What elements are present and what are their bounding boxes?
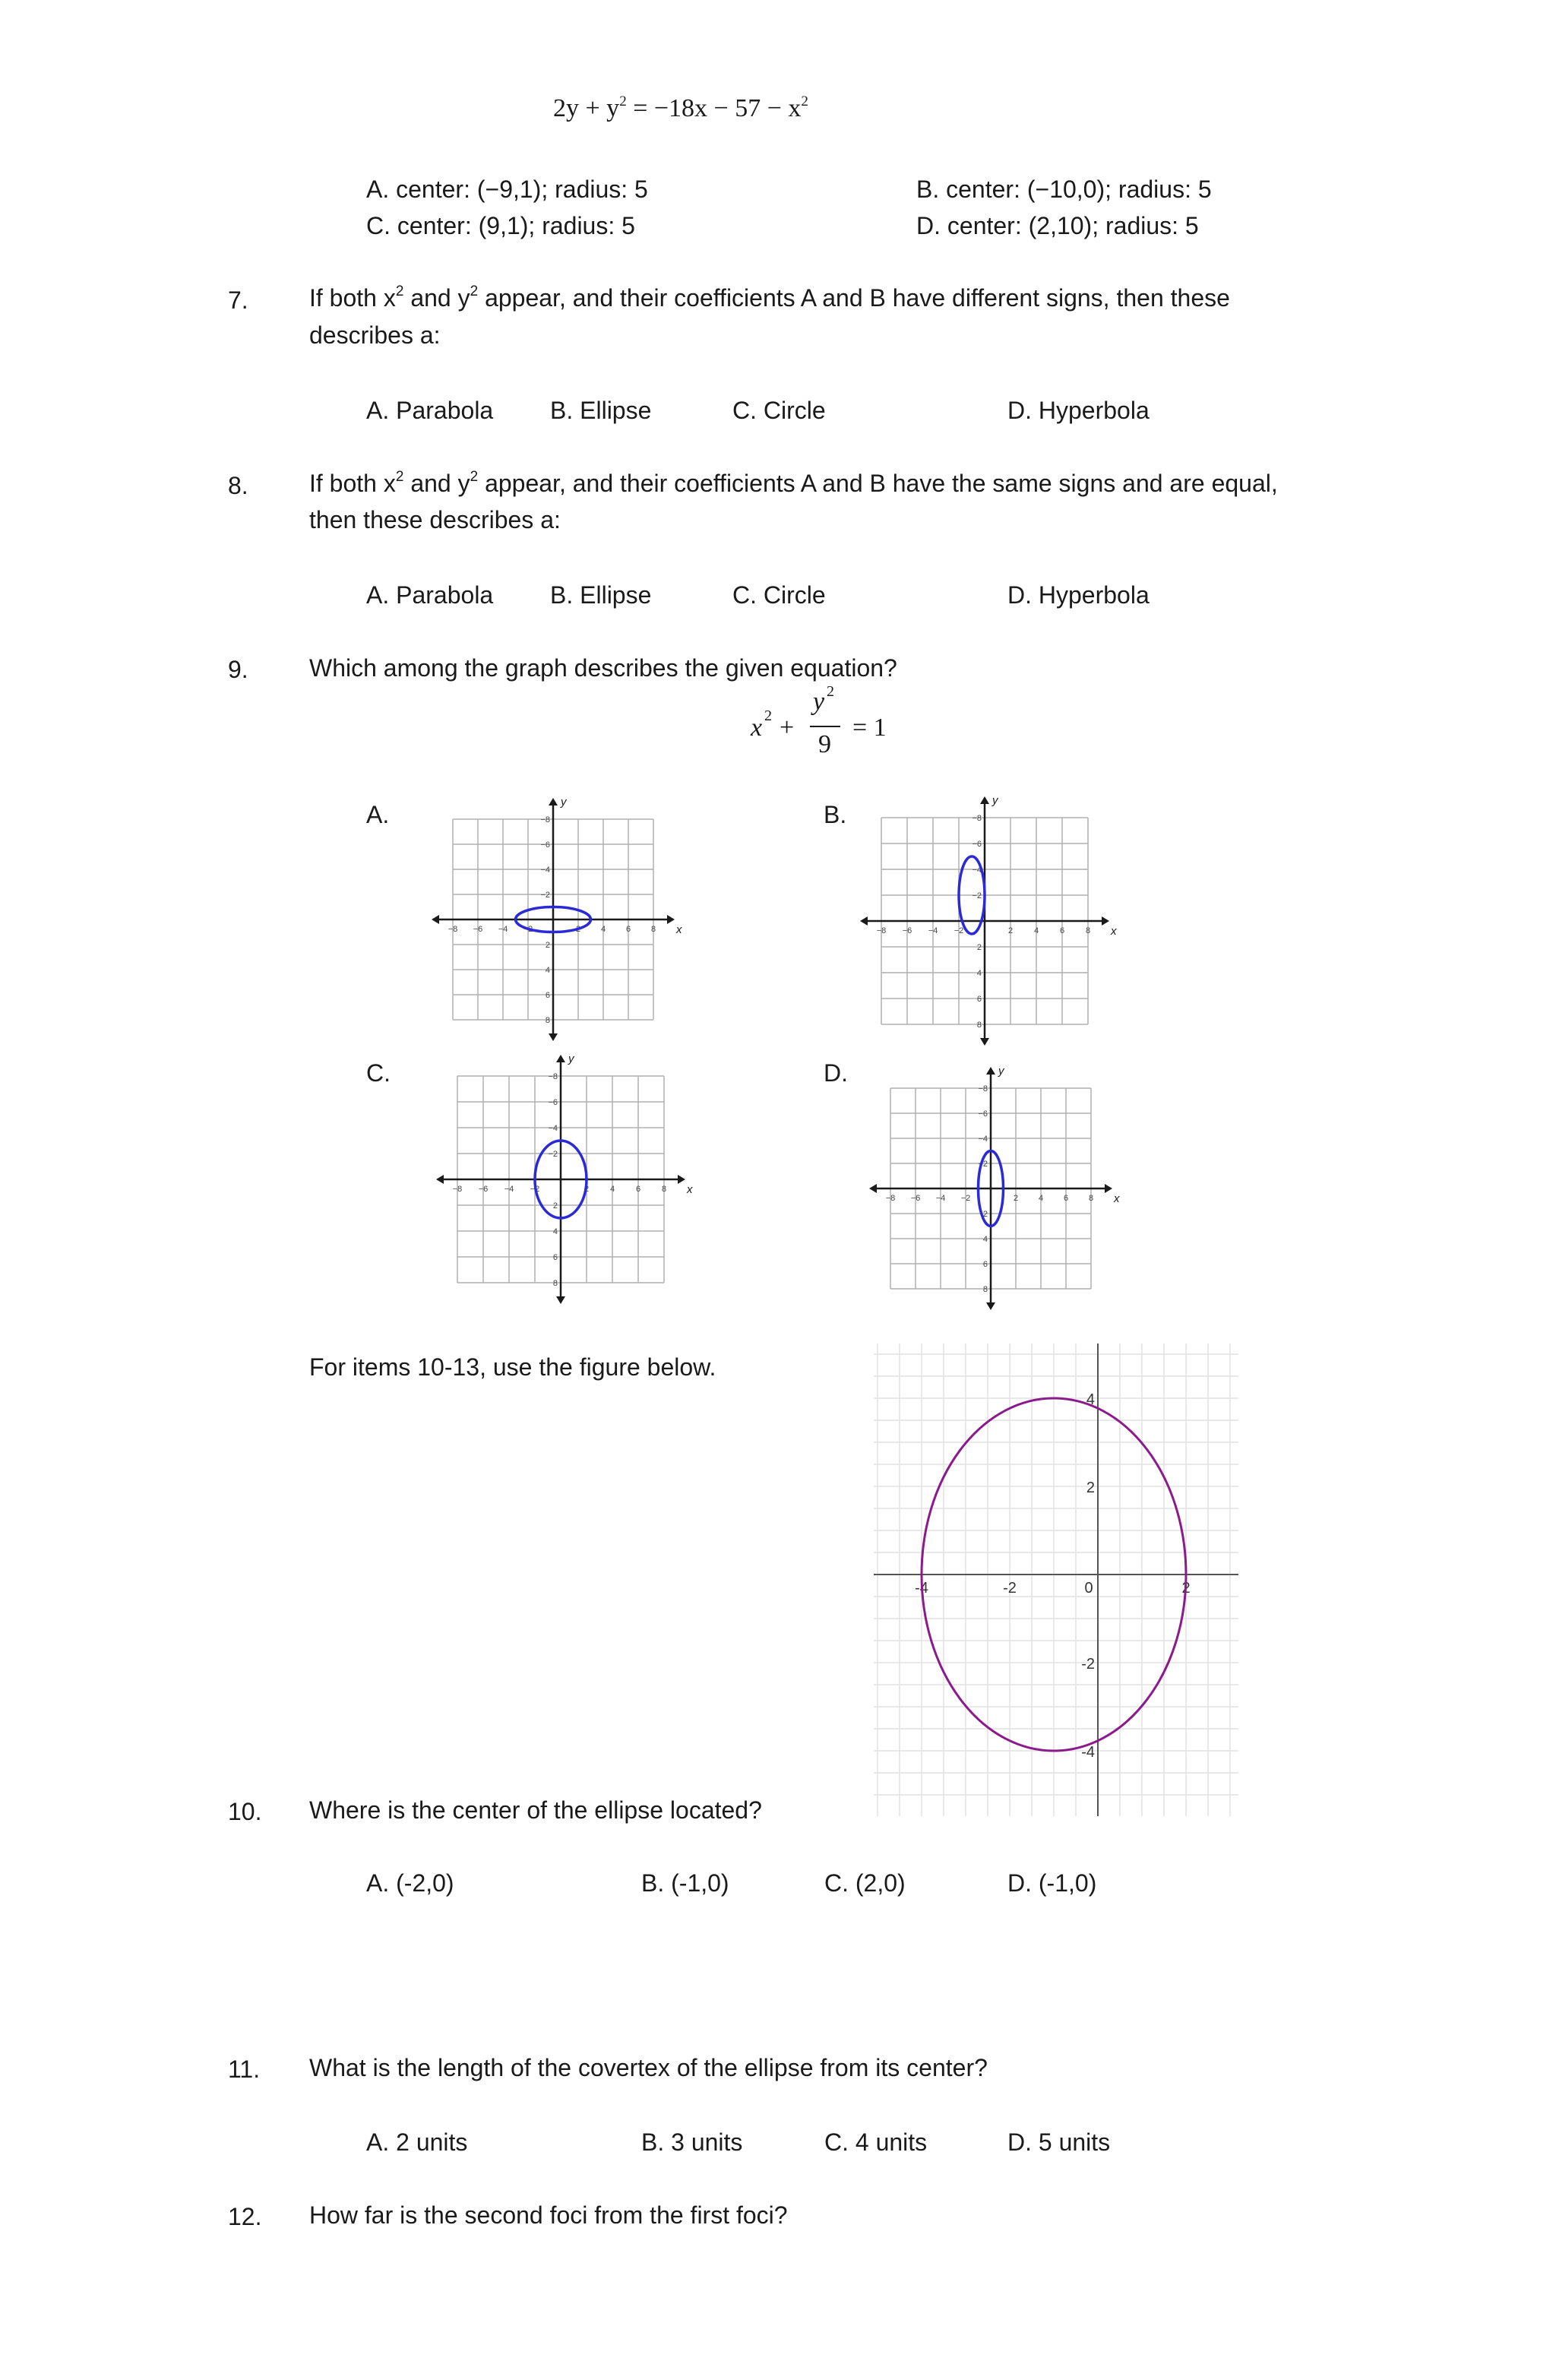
tick-label-x: 2 — [584, 1185, 590, 1194]
axis-label-x: x — [1114, 1192, 1120, 1205]
tick-label-y: −8 — [540, 815, 550, 824]
tick-label-x: -4 — [915, 1580, 928, 1597]
tick-label-y: 8 — [976, 1021, 982, 1030]
q8-number: 8. — [228, 472, 248, 499]
axis-label-x: x — [687, 1183, 693, 1196]
tick-label-x: −4 — [928, 926, 938, 935]
tick-label-x: 2 — [1007, 926, 1014, 935]
tick-label-x: 2 — [575, 925, 581, 934]
tick-label-x: −2 — [530, 1185, 540, 1194]
axis-label-x: x — [676, 923, 682, 936]
tick-label-y: -4 — [1081, 1744, 1095, 1761]
arrow-down-icon — [980, 1038, 989, 1046]
axis-label-y: y — [992, 794, 998, 807]
tick-label-y: 6 — [545, 991, 550, 1000]
tick-label-y: −6 — [540, 840, 550, 850]
q9-label-b: B. — [824, 801, 847, 828]
tick-label-x: 8 — [1088, 1194, 1094, 1203]
arrow-down-icon — [986, 1302, 995, 1310]
tick-label-x: 8 — [1085, 926, 1091, 935]
q9-label-d: D. — [824, 1059, 848, 1087]
q7-number: 7. — [228, 286, 248, 314]
q9-number: 9. — [228, 656, 248, 683]
tick-label-y: 6 — [976, 995, 982, 1004]
q12-number: 12. — [228, 2203, 262, 2230]
tick-label-x: 2 — [1013, 1194, 1019, 1203]
tick-label-y: −6 — [548, 1098, 558, 1107]
fraction-bar — [810, 726, 840, 727]
q10-option-d[interactable]: D. (-1,0) — [1007, 1869, 1097, 1897]
tick-label-x: −4 — [504, 1185, 514, 1194]
arrow-right-icon — [678, 1175, 685, 1184]
q9-label-a: A. — [366, 801, 390, 828]
tick-label-y: −4 — [978, 1135, 988, 1144]
q10-number: 10. — [228, 1798, 262, 1825]
q7-text-line1: If both $x^2$ and $y^2$ appear, and their coefficients A and B have different signs, then these — [309, 283, 1230, 312]
tick-label-y: 2 — [552, 1201, 558, 1211]
tick-label-x: −2 — [954, 926, 964, 935]
arrow-right-icon — [667, 915, 675, 924]
tick-label-x: 0 — [1084, 1580, 1093, 1597]
tick-label-x: −2 — [523, 925, 533, 934]
tick-label-y: −4 — [972, 866, 982, 875]
arrow-right-icon — [1102, 916, 1109, 926]
tick-label-y: 6 — [552, 1253, 558, 1262]
graph-c[interactable] — [433, 1053, 699, 1304]
tick-label-y: −2 — [972, 891, 982, 900]
ellipse-figure — [874, 1343, 1238, 1816]
tick-label-y: −6 — [978, 1109, 988, 1119]
tick-label-x: 4 — [1038, 1194, 1044, 1203]
tick-label-y: −8 — [972, 814, 982, 823]
q6-option-d[interactable]: D. center: (2,10); radius: 5 — [916, 212, 1199, 239]
arrow-left-icon — [432, 915, 439, 924]
tick-label-y: −2 — [540, 891, 550, 900]
tick-label-x: −8 — [885, 1194, 896, 1203]
tick-label-y: 2 — [982, 1210, 988, 1219]
q7-option-c[interactable]: C. Circle — [732, 397, 826, 424]
tick-label-x: 4 — [1033, 926, 1039, 935]
arrow-up-icon — [986, 1067, 995, 1074]
arrow-left-icon — [860, 916, 868, 926]
tick-label-x: 6 — [1063, 1194, 1069, 1203]
q9-label-c: C. — [366, 1059, 391, 1087]
tick-label-x: 2 — [1181, 1580, 1191, 1597]
arrow-left-icon — [436, 1175, 444, 1184]
q7-text-line2: describes a: — [309, 321, 441, 349]
q6-option-a[interactable]: A. center: (−9,1); radius: 5 — [366, 176, 648, 203]
q7-option-d[interactable]: D. Hyperbola — [1007, 397, 1150, 424]
tick-label-x: 6 — [635, 1185, 641, 1194]
q11-option-d[interactable]: D. 5 units — [1007, 2128, 1111, 2156]
tick-label-x: 8 — [661, 1185, 667, 1194]
axis-label-y: y — [568, 1052, 574, 1065]
tick-label-y: 2 — [1086, 1480, 1095, 1496]
tick-label-y: −4 — [548, 1124, 558, 1133]
graph-a[interactable] — [435, 796, 682, 1025]
q12-text: How far is the second foci from the first foci? — [309, 2201, 788, 2229]
tick-label-x: −4 — [935, 1194, 946, 1203]
tick-label-y: 6 — [982, 1260, 988, 1269]
q11-option-b[interactable]: B. 3 units — [641, 2128, 743, 2156]
q10-text: Where is the center of the ellipse located? — [309, 1796, 762, 1824]
arrow-up-icon — [549, 798, 558, 805]
q11-text: What is the length of the covertex of the ellipse from its center? — [309, 2054, 988, 2081]
q11-option-c[interactable]: C. 4 units — [824, 2128, 928, 2156]
tick-label-y: −2 — [978, 1160, 988, 1169]
tick-label-x: −8 — [452, 1185, 463, 1194]
q9-equation: x 2 + y 2 9 = 1 — [751, 683, 887, 758]
q7-option-a[interactable]: A. Parabola — [366, 397, 494, 424]
arrow-left-icon — [869, 1184, 877, 1193]
tick-label-y: 8 — [545, 1016, 550, 1025]
tick-label-y: 4 — [1086, 1391, 1095, 1408]
tick-label-y: −2 — [548, 1150, 558, 1159]
tick-label-y: -2 — [1081, 1656, 1095, 1673]
graph-b[interactable] — [860, 790, 1134, 1045]
q8-option-a[interactable]: A. Parabola — [366, 581, 494, 609]
tick-label-y: −6 — [972, 840, 982, 849]
tick-label-x: −6 — [902, 926, 912, 935]
q8-text-line2: then these describes a: — [309, 506, 561, 533]
arrow-down-icon — [556, 1296, 565, 1304]
tick-label-x: 6 — [625, 925, 631, 934]
q10-option-c[interactable]: C. (2,0) — [824, 1869, 906, 1897]
tick-label-x: −2 — [960, 1194, 971, 1203]
tick-label-x: 8 — [650, 925, 656, 934]
tick-label-x: −8 — [876, 926, 887, 935]
tick-label-y: −4 — [540, 866, 550, 875]
axis-label-y: y — [998, 1065, 1004, 1078]
tick-label-x: −4 — [498, 925, 508, 934]
tick-label-y: 4 — [976, 969, 982, 978]
tick-label-y: 8 — [982, 1285, 988, 1294]
graph-d[interactable] — [868, 1058, 1126, 1309]
tick-label-x: −6 — [478, 1185, 489, 1194]
tick-label-x: −6 — [910, 1194, 921, 1203]
axis-label-y: y — [561, 796, 567, 809]
q6-equation: $2y + y^2 = -18x - 57 - x^2$ — [553, 93, 808, 122]
q8-text-line1: If both $x^2$ and $y^2$ appear, and their coefficients A and B have the same signs and are equal, — [309, 469, 1278, 497]
q10-option-b[interactable]: B. (-1,0) — [641, 1869, 729, 1897]
tick-label-x: 6 — [1059, 926, 1065, 935]
tick-label-x: -2 — [1003, 1580, 1017, 1597]
q6-option-b[interactable]: B. center: (−10,0); radius: 5 — [916, 176, 1212, 203]
q8-option-c[interactable]: C. Circle — [732, 581, 826, 609]
q11-number: 11. — [228, 2056, 261, 2083]
tick-label-y: 4 — [982, 1235, 988, 1244]
tick-label-x: −6 — [473, 925, 483, 934]
q10-option-a[interactable]: A. (-2,0) — [366, 1869, 454, 1897]
q6-option-c[interactable]: C. center: (9,1); radius: 5 — [366, 212, 635, 239]
tick-label-y: 8 — [552, 1279, 558, 1288]
arrow-right-icon — [1105, 1184, 1112, 1193]
tick-label-y: −8 — [978, 1084, 988, 1093]
tick-label-y: −8 — [548, 1072, 558, 1081]
q8-option-b[interactable]: B. Ellipse — [550, 581, 652, 609]
arrow-up-icon — [980, 796, 989, 804]
tick-label-x: 4 — [600, 925, 606, 934]
q11-option-a[interactable]: A. 2 units — [366, 2128, 468, 2156]
arrow-down-icon — [549, 1033, 558, 1041]
tick-label-y: 4 — [552, 1227, 558, 1236]
arrow-up-icon — [556, 1055, 565, 1062]
q7-option-b[interactable]: B. Ellipse — [550, 397, 652, 424]
tick-label-y: 2 — [545, 941, 550, 950]
q9-text: Which among the graph describes the given equation? — [309, 654, 897, 682]
q8-option-d[interactable]: D. Hyperbola — [1007, 581, 1150, 609]
tick-label-y: 4 — [545, 966, 550, 975]
tick-label-x: −8 — [448, 925, 458, 934]
tick-label-x: 4 — [609, 1185, 615, 1194]
figure-note: For items 10-13, use the figure below. — [309, 1353, 716, 1381]
tick-label-y: 2 — [976, 943, 982, 952]
axis-label-x: x — [1111, 925, 1117, 938]
